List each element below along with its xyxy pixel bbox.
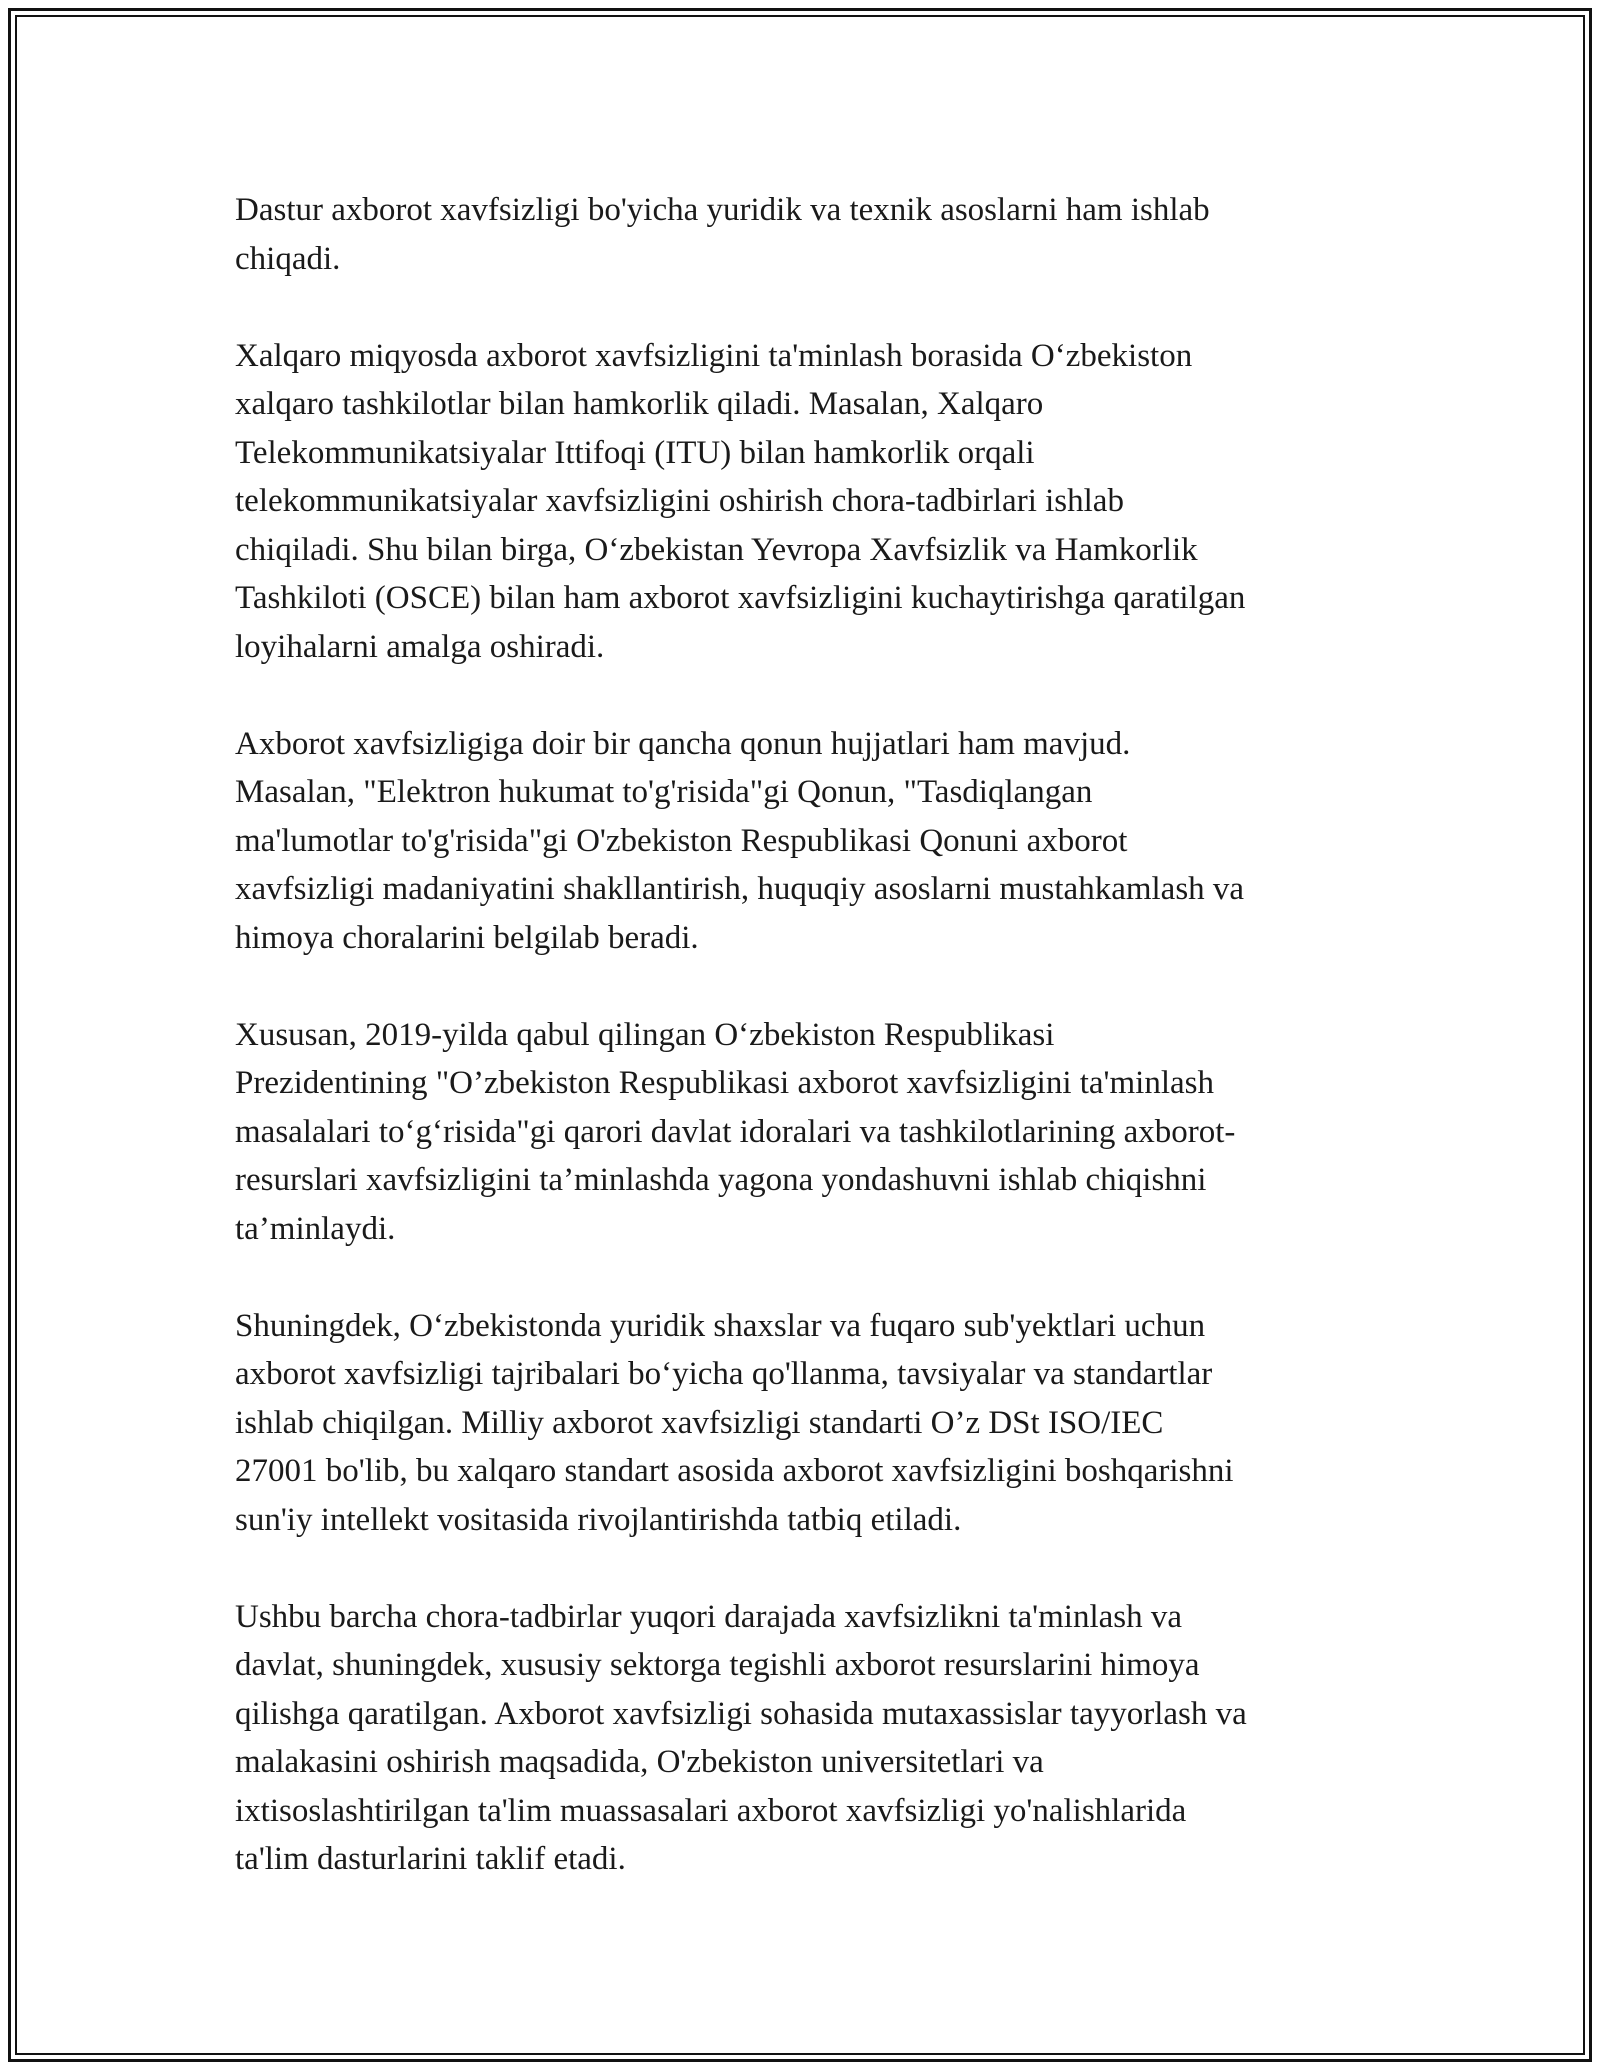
paragraph-education (235, 1593, 1375, 1884)
text-line: himoya choralarini belgilab beradi. (235, 919, 699, 956)
text-line: axborot xavfsizligi tajribalari bo‘yicha qo'llanma, tavsiyalar va standartlar (235, 1356, 1213, 1392)
paragraph-standards (235, 1302, 1375, 1545)
text-line: ta’minlaydi. (235, 1210, 396, 1247)
text-line: ishlab chiqilgan. Milliy axborot xavfsizligi standarti O’z DSt ISO/IEC (235, 1404, 1164, 1441)
paragraph-program-basics (235, 186, 1375, 283)
text-line: Xususan, 2019-yilda qabul qilingan O‘zbekiston Respublikasi (235, 1016, 1055, 1053)
text-line: ta'lim dasturlarini taklif etadi. (235, 1841, 626, 1877)
text-line: resurslari xavfsizligini ta’minlashda yagona yondashuvni ishlab chiqishni (235, 1162, 1207, 1198)
text-line: chiqadi. (235, 240, 341, 277)
text-line: Xalqaro miqyosda axborot xavfsizligini ta'minlash borasida O‘zbekiston (235, 337, 1193, 374)
text-line: Telekommunikatsiyalar Ittifoqi (ITU) bilan hamkorlik orqali (235, 434, 1035, 471)
text-line: Ushbu barcha chora-tadbirlar yuqori darajada xavfsizlikni ta'minlash va (235, 1598, 1183, 1635)
text-line: Axborot xavfsizligiga doir bir qancha qonun hujjatlari ham mavjud. (235, 725, 1131, 762)
text-line: 27001 bo'lib, bu xalqaro standart asosida axborot xavfsizligini boshqarishni (235, 1453, 1234, 1489)
text-line: xalqaro tashkilotlar bilan hamkorlik qiladi. Masalan, Xalqaro (235, 386, 1044, 422)
text-line: sun'iy intellekt vositasida rivojlantirishda tatbiq etiladi. (235, 1501, 962, 1538)
text-line: telekommunikatsiyalar xavfsizligini oshirish chora-tadbirlari ishlab (235, 483, 1124, 519)
text-line: chiqiladi. Shu bilan birga, O‘zbekistan Yevropa Xavfsizlik va Hamkorlik (235, 531, 1198, 568)
paragraph-presidential-decree (235, 1011, 1375, 1254)
paragraph-legal-acts (235, 720, 1375, 963)
text-line: malakasini oshirish maqsadida, O'zbekiston universitetlari va (235, 1744, 1044, 1780)
paragraph-international-cooperation (235, 332, 1375, 672)
text-line: ixtisoslashtirilgan ta'lim muassasalari axborot xavfsizligi yo'nalishlarida (235, 1792, 1187, 1829)
text-line: Tashkiloti (OSCE) bilan ham axborot xavfsizligini kuchaytirishga qaratilgan (235, 580, 1246, 616)
text-line: Prezidentining "O’zbekiston Respublikasi axborot xavfsizligini ta'minlash (235, 1065, 1214, 1101)
text-line: Dastur axborot xavfsizligi bo'yicha yuridik va texnik asoslarni ham ishlab (235, 192, 1210, 228)
text-line: davlat, shuningdek, xususiy sektorga tegishli axborot resurslarini himoya (235, 1647, 1200, 1683)
text-line: Shuningdek, O‘zbekistonda yuridik shaxslar va fuqaro sub'yektlari uchun (235, 1307, 1206, 1344)
text-line: masalalari to‘g‘risida"gi qarori davlat idoralari va tashkilotlarining axborot- (235, 1113, 1236, 1150)
text-line: loyihalarni amalga oshiradi. (235, 628, 605, 665)
text-line: Masalan, "Elektron hukumat to'g'risida"gi Qonun, "Tasdiqlangan (235, 774, 1093, 810)
document-body (235, 186, 1375, 1884)
text-line: qilishga qaratilgan. Axborot xavfsizligi sohasida mutaxassislar tayyorlash va (235, 1695, 1247, 1732)
text-line: ma'lumotlar to'g'risida"gi O'zbekiston Respublikasi Qonuni axborot (235, 822, 1128, 859)
text-line: xavfsizligi madaniyatini shakllantirish, huquqiy asoslarni mustahkamlash va (235, 871, 1245, 907)
